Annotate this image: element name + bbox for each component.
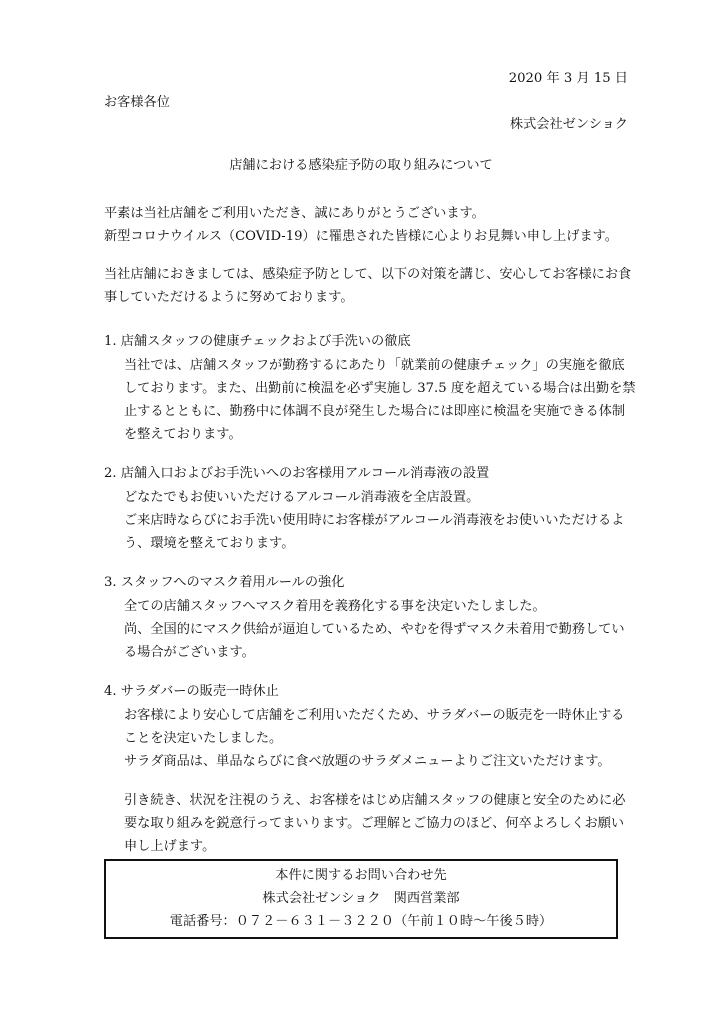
intro-line-2: 事していただけるように努めております。 [104, 290, 354, 305]
closing-line-3: 申し上げます。 [124, 839, 216, 854]
section-body-line: を整えております。 [124, 427, 242, 442]
sender-company: 株式会社ゼンショク [509, 117, 628, 132]
recipient-line: お客様各位 [104, 95, 170, 110]
section-heading: 4. サラダバーの販売一時休止 [104, 684, 279, 699]
section-body-line: ご来店時ならびにお手洗い使用時にお客様がアルコール消毒液をお使いいただけるよ [124, 513, 625, 528]
document-title: 店舗における感染症予防の取り組みについて [229, 158, 493, 173]
contact-heading: 本件に関するお問い合わせ先 [275, 868, 447, 883]
section-body-line: どなたでもお使いいただけるアルコール消毒液を全店設置。 [124, 490, 480, 505]
section-heading: 1. 店舗スタッフの健康チェックおよび手洗いの徹底 [104, 334, 411, 349]
intro-line-1: 当社店舗におきましては、感染症予防として、以下の対策を講じ、安心してお客様にお食 [104, 267, 632, 282]
document-date: 2020 年 3 月 15 日 [508, 71, 628, 86]
contact-department: 株式会社ゼンショク 関西営業部 [262, 891, 460, 906]
section-body-line: 当社では、店舗スタッフが勤務するにあたり「就業前の健康チェック」の実施を徹底 [124, 358, 625, 373]
section-body-line: お客様により安心して店舗をご利用いただくため、サラダバーの販売を一時休止する [124, 708, 625, 723]
section-heading: 3. スタッフへのマスク着用ルールの強化 [104, 575, 345, 590]
contact-phone: 電話番号：０７２－６３１－３２２０（午前１０時～午後５時） [169, 914, 553, 929]
contact-box [104, 859, 618, 939]
section-body-line: サラダ商品は、単品ならびに食べ放題のサラダメニューよりご注文いただけます。 [124, 754, 611, 769]
greeting-line-1: 平素は当社店舗をご利用いただき、誠にありがとうございます。 [104, 206, 485, 221]
greeting-line-2: 新型コロナウイルス（COVID-19）に罹患された皆様に心よりお見舞い申し上げます。 [104, 229, 618, 244]
section-body-line: 止するとともに、勤務中に体調不良が発生した場合には即座に検温を実施できる体制 [124, 404, 626, 419]
section-body-line: 尚、全国的にマスク供給が逼迫しているため、やむを得ずマスク未着用で勤務してい [124, 622, 625, 637]
section-body-line: う、環境を整えております。 [124, 536, 295, 551]
section-body-line: しております。また、出勤前に検温を必ず実施し 37.5 度を超えている場合は出勤を禁 [124, 381, 636, 396]
section-body-line: る場合がございます。 [124, 645, 255, 660]
section-heading: 2. 店舗入口およびお手洗いへのお客様用アルコール消毒液の設置 [104, 466, 490, 481]
closing-line-1: 引き続き、状況を注視のうえ、お客様をはじめ店舗スタッフの健康と安全のために必 [124, 793, 626, 808]
section-body-line: ことを決定いたしました。 [124, 731, 283, 746]
section-body-line: 全ての店舗スタッフへマスク着用を義務化する事を決定いたしました。 [124, 599, 546, 614]
closing-line-2: 要な取り組みを鋭意行ってまいります。ご理解とご協力のほど、何卒よろしくお願い [124, 816, 625, 831]
